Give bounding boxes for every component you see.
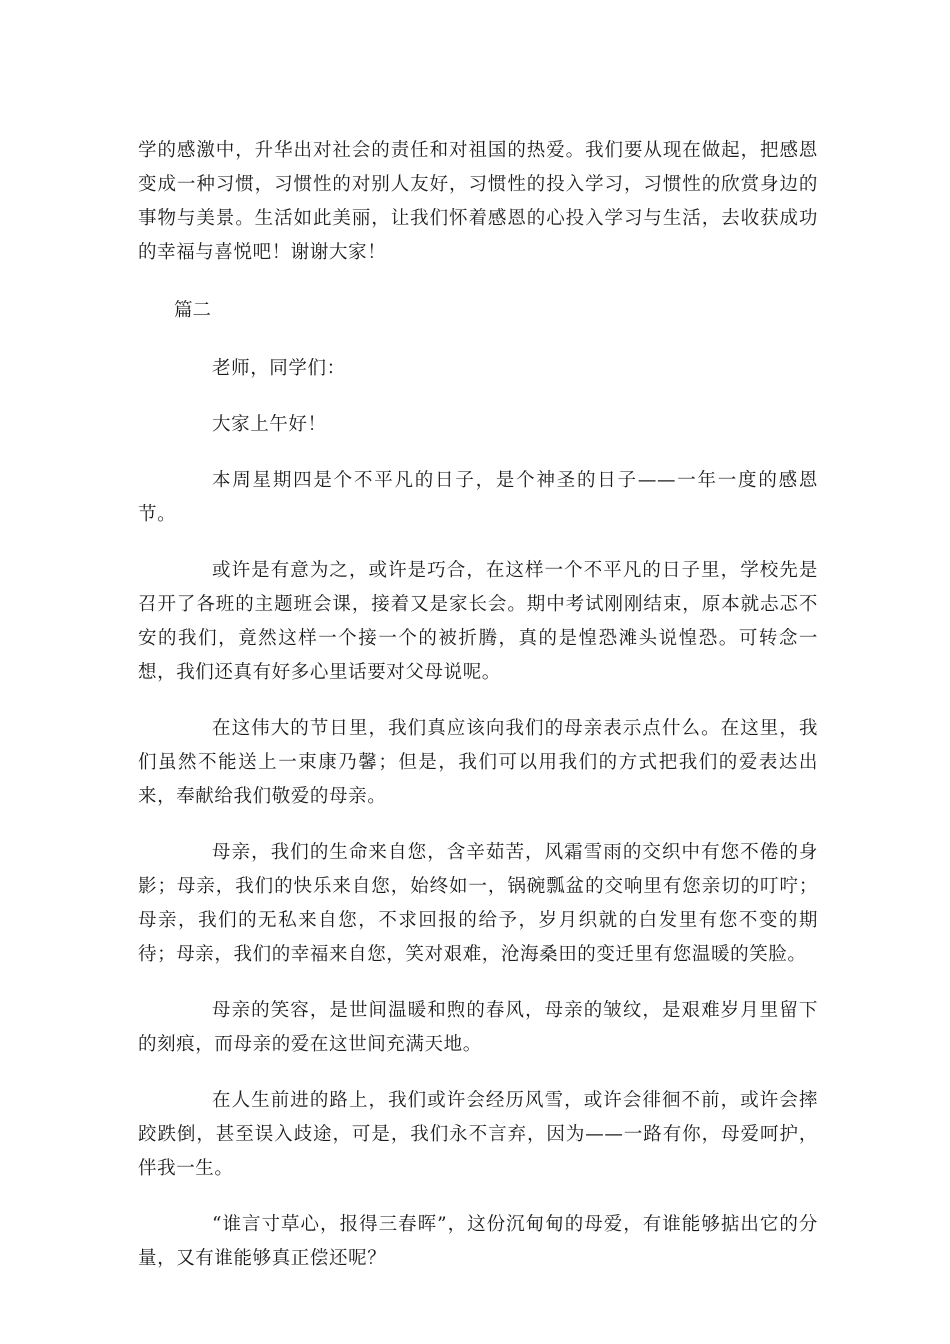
paragraph-6: 在人生前进的路上，我们或许会经历风雪，或许会徘徊不前，或许会摔跤跌倒，甚至误入歧途，可是，我们永不言弃，因为——一路有你，母爱呵护，伴我一生。 [138, 1090, 818, 1179]
document-page [138, 134, 818, 1276]
section-title: 篇二 [174, 300, 212, 321]
paragraph-5: 母亲的笑容，是世间温暖和煦的春风，母亲的皱纹，是艰难岁月里留下的刻痕，而母亲的爱在这世间充满天地。 [138, 1000, 818, 1055]
intro-paragraph: 学的感激中，升华出对社会的责任和对祖国的热爱。我们要从现在做起，把感恩变成一种习惯，习惯性的对别人友好，习惯性的投入学习，习惯性的欣赏身边的事物与美景。生活如此美丽，让我们怀着感恩的心投入学习与生活，去收获成功的幸福与喜悦吧！谢谢大家！ [138, 140, 818, 263]
paragraph-4: 母亲，我们的生命来自您，含辛茹苦，风霜雪雨的交织中有您不倦的身影；母亲，我们的快乐来自您，始终如一，锅碗瓢盆的交响里有您亲切的叮咛；母亲，我们的无私来自您，不求回报的给予，岁月织就的白发里有您不变的期待；母亲，我们的幸福来自您，笑对艰难，沧海桑田的变迁里有您温暖的笑脸。 [138, 842, 818, 965]
greeting: 大家上午好！ [212, 414, 327, 435]
paragraph-1: 本周星期四是个不平凡的日子，是个神圣的日子——一年一度的感恩节。 [138, 470, 818, 525]
salutation: 老师，同学们： [212, 358, 346, 379]
paragraph-7: “谁言寸草心，报得三春晖”，这份沉甸甸的母爱，有谁能够掂出它的分量，又有谁能够真正偿还呢？ [138, 1214, 818, 1269]
paragraph-2: 或许是有意为之，或许是巧合，在这样一个不平凡的日子里，学校先是召开了各班的主题班会课，接着又是家长会。期中考试刚刚结束，原本就忐忑不安的我们，竟然这样一个接一个的被折腾，真的是惶恐滩头说惶恐。可转念一想，我们还真有好多心里话要对父母说呢。 [138, 560, 818, 683]
paragraph-3: 在这伟大的节日里，我们真应该向我们的母亲表示点什么。在这里，我们虽然不能送上一束康乃馨；但是，我们可以用我们的方式把我们的爱表达出来，奉献给我们敬爱的母亲。 [138, 718, 818, 807]
